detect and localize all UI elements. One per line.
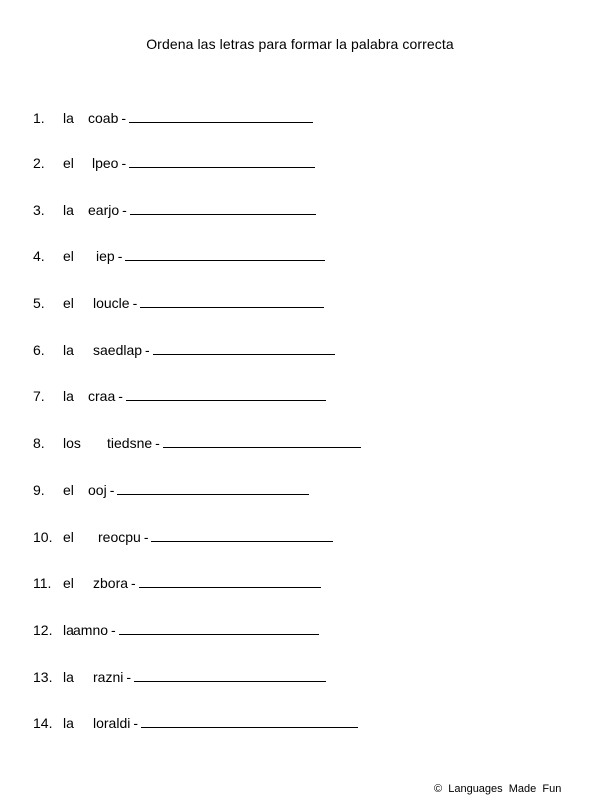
item-number: 12. — [33, 622, 53, 638]
scrambled-word: craa — [88, 388, 116, 404]
exercise-item — [33, 480, 309, 500]
exercise-item — [33, 527, 333, 547]
scrambled-word: iep — [96, 248, 115, 264]
scrambled-word: loraldi — [93, 715, 131, 731]
item-article: el — [63, 155, 74, 171]
item-article: el — [63, 295, 74, 311]
answer-blank[interactable] — [126, 386, 326, 401]
item-separator: - — [121, 155, 127, 171]
item-separator: - — [155, 435, 160, 451]
answer-blank[interactable] — [129, 108, 313, 123]
item-number: 8. — [33, 435, 45, 451]
scrambled-word: razni — [93, 669, 124, 685]
item-separator: - — [131, 575, 136, 591]
exercise-item — [33, 153, 315, 173]
item-number: 2. — [33, 155, 45, 171]
item-number: 5. — [33, 295, 45, 311]
exercise-item — [33, 713, 358, 733]
exercise-item — [33, 108, 313, 128]
exercise-item — [33, 620, 319, 640]
answer-blank[interactable] — [139, 573, 321, 588]
answer-blank[interactable] — [163, 433, 361, 448]
item-number: 7. — [33, 388, 45, 404]
item-separator: - — [126, 669, 132, 685]
worksheet-title: Ordena las letras para formar la palabra correcta — [146, 36, 454, 52]
item-article: los — [63, 435, 81, 451]
item-article: la — [63, 622, 74, 638]
answer-blank[interactable] — [130, 200, 316, 215]
exercise-item — [33, 573, 321, 593]
item-article: la — [63, 388, 74, 404]
answer-blank[interactable] — [134, 667, 326, 682]
item-article: la — [63, 715, 74, 731]
item-article: el — [63, 575, 74, 591]
item-article: el — [63, 248, 74, 264]
item-article: el — [63, 529, 74, 545]
item-separator: - — [132, 295, 138, 311]
item-number: 4. — [33, 248, 45, 264]
item-number: 1. — [33, 110, 45, 126]
exercise-item — [33, 246, 325, 266]
item-separator: - — [109, 482, 115, 498]
exercise-item — [33, 200, 316, 220]
answer-blank[interactable] — [140, 293, 324, 308]
answer-blank[interactable] — [119, 620, 319, 635]
answer-blank[interactable] — [151, 527, 333, 542]
scrambled-word: reocpu — [98, 529, 141, 545]
scrambled-word: loucle — [93, 295, 130, 311]
copyright-footer: © Languages Made Fun — [434, 783, 562, 795]
exercise-item — [33, 386, 326, 406]
item-separator: - — [145, 342, 150, 358]
answer-blank[interactable] — [141, 713, 358, 728]
answer-blank[interactable] — [129, 153, 315, 168]
item-separator: - — [111, 622, 116, 638]
item-number: 13. — [33, 669, 53, 685]
item-number: 14. — [33, 715, 53, 731]
scrambled-word: ooj — [88, 482, 107, 498]
exercise-item — [33, 340, 335, 360]
scrambled-word: earjo — [88, 202, 120, 218]
scrambled-word: zbora — [93, 575, 129, 591]
item-article: la — [63, 110, 74, 126]
item-separator: - — [133, 715, 139, 731]
item-number: 9. — [33, 482, 45, 498]
scrambled-word: amno — [73, 622, 109, 638]
exercise-item — [33, 433, 361, 453]
answer-blank[interactable] — [117, 480, 309, 495]
item-separator: - — [143, 529, 149, 545]
answer-blank[interactable] — [153, 340, 335, 355]
item-article: la — [63, 342, 74, 358]
exercise-item — [33, 667, 326, 687]
exercise-item — [33, 293, 324, 313]
item-number: 11. — [33, 575, 52, 591]
answer-blank[interactable] — [125, 246, 325, 261]
item-article: la — [63, 202, 74, 218]
scrambled-word: tiedsne — [107, 435, 153, 451]
scrambled-word: saedlap — [93, 342, 143, 358]
item-separator: - — [121, 110, 127, 126]
item-article: la — [63, 669, 74, 685]
item-separator: - — [118, 388, 123, 404]
scrambled-word: coab — [88, 110, 119, 126]
item-article: el — [63, 482, 74, 498]
item-separator: - — [122, 202, 127, 218]
scrambled-word: lpeo — [92, 155, 119, 171]
item-number: 3. — [33, 202, 45, 218]
item-number: 10. — [33, 529, 53, 545]
item-number: 6. — [33, 342, 45, 358]
item-separator: - — [117, 248, 123, 264]
